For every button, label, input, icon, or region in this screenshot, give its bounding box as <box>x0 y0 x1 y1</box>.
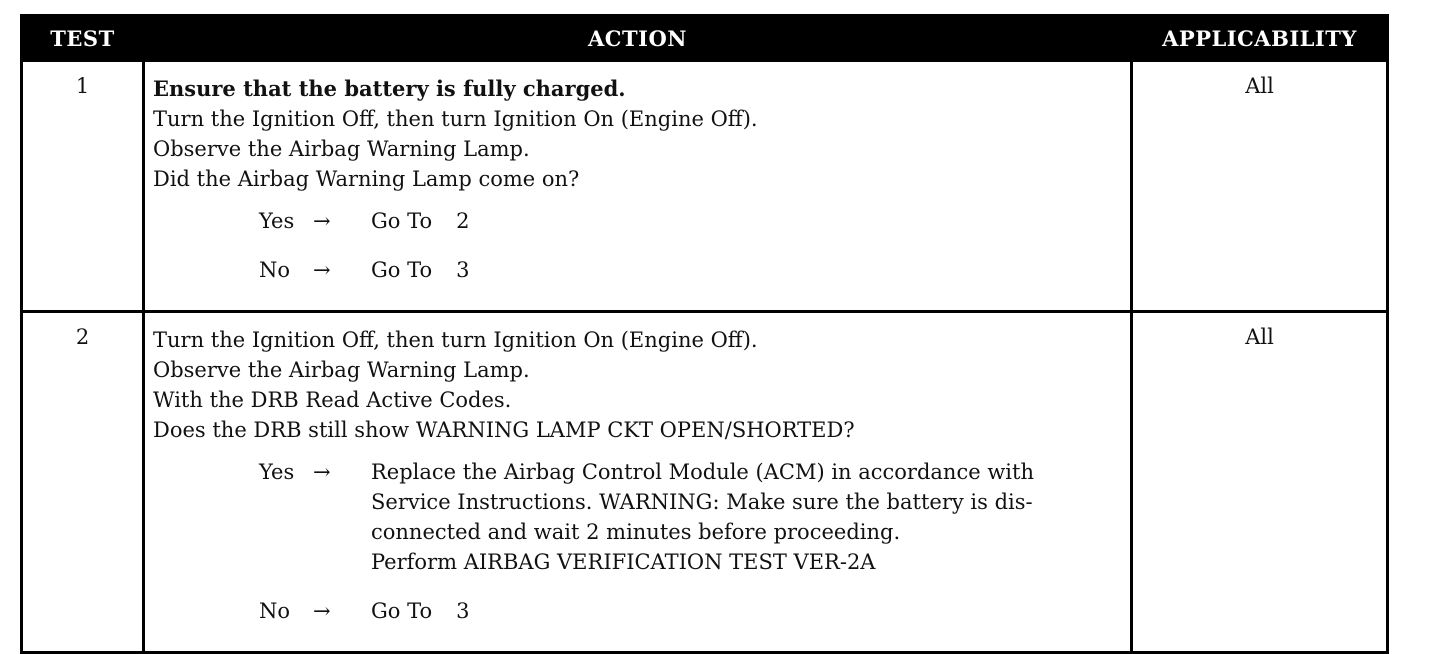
test-number: 2 <box>22 312 144 653</box>
action-line: Turn the Ignition Off, then turn Ignition On (Engine Off). <box>153 328 758 352</box>
branch-result <box>371 596 1122 626</box>
branch-no <box>153 255 1122 285</box>
result-line: connected and wait 2 minutes before proceeding. <box>371 520 901 544</box>
action-line: Turn the Ignition Off, then turn Ignition On (Engine Off). <box>153 107 758 131</box>
action-cell <box>144 61 1132 312</box>
goto-target: 2 <box>456 209 470 233</box>
table-row <box>22 312 1388 653</box>
arrow-right-icon: → <box>313 258 331 282</box>
goto-target: 3 <box>456 599 470 623</box>
branch-result <box>371 255 1122 285</box>
branch-yes <box>153 457 1122 577</box>
action-line: Observe the Airbag Warning Lamp. <box>153 137 530 161</box>
arrow-right-icon: → <box>313 599 331 623</box>
result-line: Service Instructions. WARNING: Make sure the battery is dis- <box>371 490 1033 514</box>
branch-label: Yes <box>259 209 295 233</box>
result-line: Perform AIRBAG VERIFICATION TEST VER-2A <box>371 550 876 574</box>
applicability-value: All <box>1132 312 1388 653</box>
table-row <box>22 61 1388 312</box>
branch-label: No <box>259 599 291 623</box>
branch-label: Yes <box>259 460 295 484</box>
action-line: Ensure that the battery is fully charged. <box>153 76 626 101</box>
action-line: Observe the Airbag Warning Lamp. <box>153 358 530 382</box>
action-cell <box>144 312 1132 653</box>
branch-list <box>153 206 1122 285</box>
test-number: 1 <box>22 61 144 312</box>
goto-text: Go To <box>371 258 433 282</box>
arrow-right-icon: → <box>313 209 331 233</box>
header-test: TEST <box>22 16 144 61</box>
header-applicability: APPLICABILITY <box>1132 16 1388 61</box>
branch-result <box>371 206 1122 236</box>
goto-target: 3 <box>456 258 470 282</box>
table-header-row <box>22 16 1388 61</box>
arrow-right-icon: → <box>313 460 331 484</box>
branch-result <box>371 457 1122 577</box>
header-action: ACTION <box>144 16 1132 61</box>
action-line: With the DRB Read Active Codes. <box>153 388 512 412</box>
action-line: Did the Airbag Warning Lamp come on? <box>153 167 580 191</box>
branch-yes <box>153 206 1122 236</box>
action-line: Does the DRB still show WARNING LAMP CKT OPEN/SHORTED? <box>153 418 855 442</box>
goto-text: Go To <box>371 209 433 233</box>
applicability-value: All <box>1132 61 1388 312</box>
diagnostic-test-table <box>20 14 1389 654</box>
branch-list <box>153 457 1122 626</box>
goto-text: Go To <box>371 599 433 623</box>
result-line: Replace the Airbag Control Module (ACM) in accordance with <box>371 460 1034 484</box>
branch-no <box>153 596 1122 626</box>
branch-label: No <box>259 258 291 282</box>
